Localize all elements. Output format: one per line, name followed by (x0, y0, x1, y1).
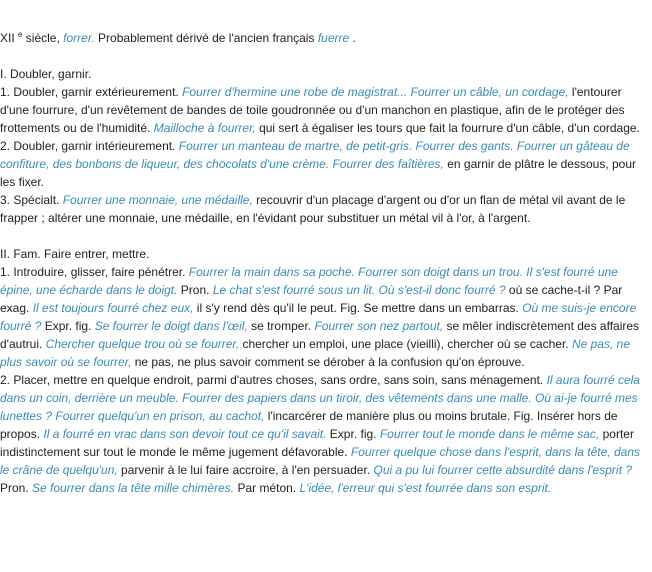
example-text: Ne pas, ne plus savoir où se fourrer, (0, 337, 630, 369)
example-text: Fourrer un manteau de martre, de petit-gris. Fourrer des gants. Fourrer un gâteau de confiture, des bonbons de liqueur, des chocolats d'une crème. Fourrer des faîtières, (0, 139, 630, 171)
section-heading-1: I. Doubler, garnir. (0, 67, 92, 81)
section-heading-2: II. Fam. Faire entrer, mettre. (0, 247, 150, 261)
definition-text: recouvrir d'un placage d'argent ou d'or un flan de métal vil avant de le frapper ; altérer une monnaie, une médaille, en l'évidant pour substituer un métal vil à l'or, à l'argent. (0, 193, 626, 225)
etymology-text: Probablement dérivé de l'ancien français (94, 31, 318, 45)
definition-text: l'incarcérer de manière plus ou moins brutale. Fig. Insérer hors de propos. (0, 409, 618, 441)
definition-text: 1. Doubler, garnir extérieurement. (0, 85, 183, 99)
example-text: Fourrer la main dans sa poche. Fourrer son doigt dans un trou. Il s'est fourré une épine, une écharde dans le doigt. (0, 265, 618, 297)
etymology-example-forrer: forrer. (63, 31, 95, 45)
definition-text: 2. Doubler, garnir intérieurement. (0, 139, 179, 153)
example-text: Le chat s'est fourré sous un lit. Où s'est-il donc fourré ? (212, 283, 506, 297)
spacer (0, 47, 652, 65)
definition-text: il s'y rend dès qu'il le peut. Fig. Se mettre dans un embarras. (193, 301, 523, 315)
etymology-text: . (349, 31, 356, 45)
definition-text: Pron. (177, 283, 213, 297)
example-text: Où me suis-je encore fourré ? (0, 301, 637, 333)
definition-text: parvenir à le lui faire accroire, à l'en persuader. (117, 463, 374, 477)
definition-text: porter indistinctement sur tout le monde le même jugement défavorable. (0, 427, 634, 459)
definition-text: 1. Introduire, glisser, faire pénétrer. (0, 265, 189, 279)
definition-text: se tromper. (247, 319, 315, 333)
example-text: Fourrer tout le monde dans le même sac, (379, 427, 600, 441)
definition-text: Expr. fig. (41, 319, 95, 333)
example-text: Qui a pu lui fourrer cette absurdité dans l'esprit ? (373, 463, 632, 477)
sense-1-1 (0, 83, 652, 137)
sense-2-2 (0, 371, 652, 497)
definition-text: Expr. fig. (326, 427, 380, 441)
example-text: Fourrer quelque chose dans l'esprit, dans la tête, dans le crâne de quelqu'un, (0, 445, 640, 477)
definition-text: l'entourer d'une fourrure, d'un revêtement de bandes de toile goudronnée ou d'un manchon en plastique, afin de le protéger des frottements ou de l'humidité. (0, 85, 625, 135)
example-text: L'idée, l'erreur qui s'est fourrée dans son esprit. (299, 481, 552, 495)
sense-2-1 (0, 263, 652, 371)
etymology-text: siècle, (22, 31, 64, 45)
etymology (0, 29, 652, 47)
etymology-example-fuerre: fuerre (317, 31, 350, 45)
definition-text: Par méton. (234, 481, 300, 495)
example-text: Fourrer son nez partout, (314, 319, 444, 333)
definition-text: chercher un emploi, une place (vieilli), chercher où se cacher. (239, 337, 572, 351)
definition-text: où se cache-t-il ? Par exag. (0, 283, 623, 315)
definition-text: Pron. (0, 481, 33, 495)
example-text: Fourrer d'hermine une robe de magistrat... Fourrer un câble, un cordage, (182, 85, 569, 99)
etymology-superscript: e (18, 30, 23, 39)
definition-text: en garnir de plâtre le dessous, pour les fixer. (0, 157, 637, 189)
etymology-century: XII (0, 31, 15, 45)
example-text: Il a fourré en vrac dans son devoir tout ce qu'il savait. (43, 427, 327, 441)
example-text: Il aura fourré cela dans un coin, derrière un meuble. Fourrer des papiers dans un tiroir, des vêtements dans une malle. Où ai-je fourré mes lunettes ? Fourrer quelqu'un en prison, au cachot, (0, 373, 640, 423)
definition-text: 2. Placer, mettre en quelque endroit, parmi d'autres choses, sans ordre, sans soin, sans ménagement. (0, 373, 547, 387)
sense-1-2 (0, 137, 652, 191)
spacer (0, 227, 652, 245)
example-text: Se fourrer dans la tête mille chimères. (32, 481, 235, 495)
definition-text: 3. Spécialt. (0, 193, 63, 207)
definition-text: ne pas, ne plus savoir comment se dérober à la confusion qu'on éprouve. (131, 355, 525, 369)
definition-text: qui sert à égaliser les tours que fait la fourrure d'un câble, d'un cordage. (255, 121, 640, 135)
example-text: Se fourrer le doigt dans l'œil, (94, 319, 248, 333)
example-text: Il est toujours fourré chez eux, (32, 301, 194, 315)
example-text: Chercher quelque trou où se fourrer, (45, 337, 240, 351)
definition-text: se mêler indiscrètement des affaires d'autrui. (0, 319, 640, 351)
example-text: Fourrer une monnaie, une médaille, (62, 193, 253, 207)
sense-1-3 (0, 191, 652, 227)
example-text: Mailloche à fourrer, (153, 121, 256, 135)
